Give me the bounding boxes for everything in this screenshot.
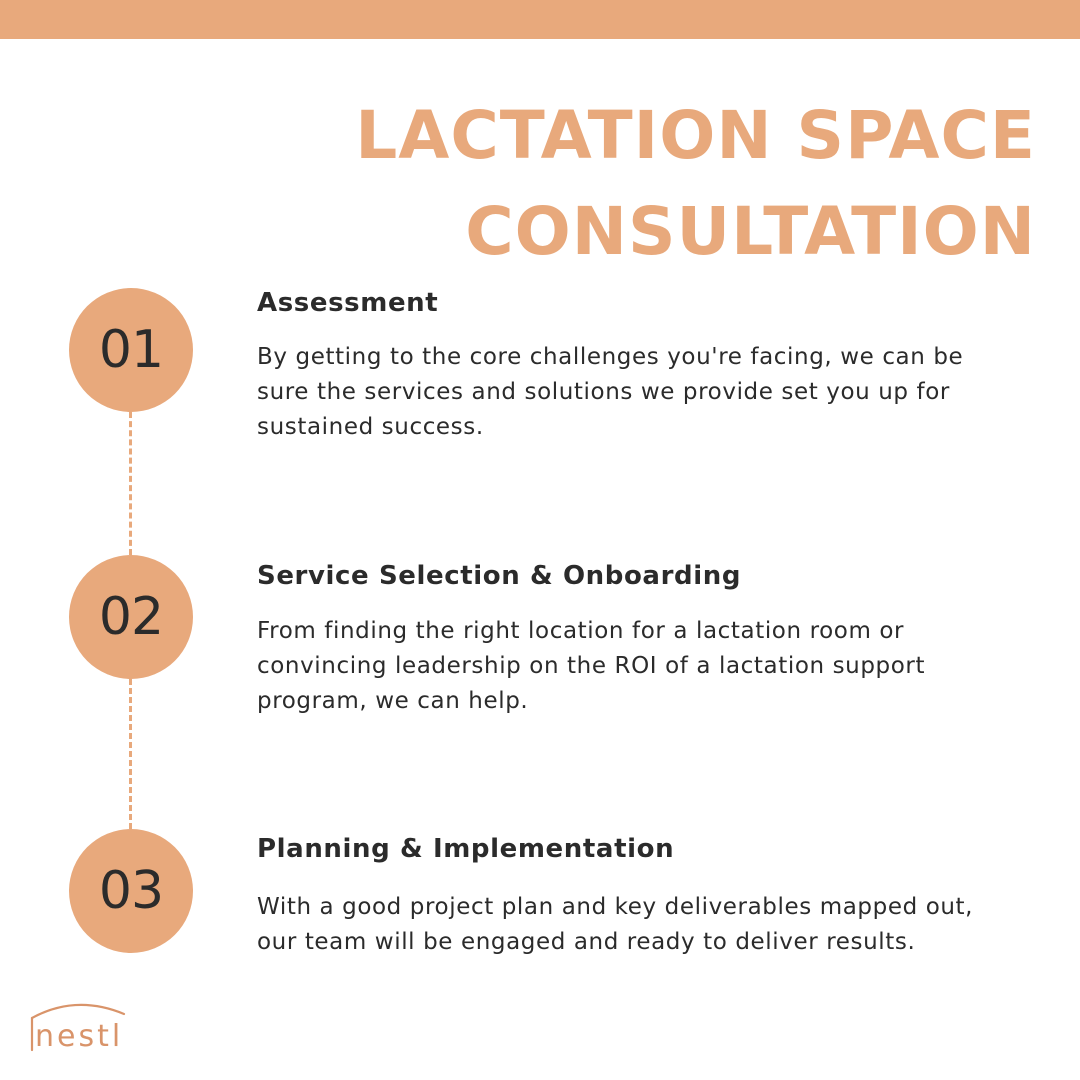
- step-description-line: From finding the right location for a lactation room or: [257, 618, 905, 644]
- step-description-line: By getting to the core challenges you're facing, we can be: [257, 344, 964, 370]
- step-number-badge-02: 02: [69, 555, 193, 679]
- step-heading-service-selection: Service Selection & Onboarding: [257, 561, 742, 591]
- step-description-assessment: [257, 340, 1037, 445]
- top-accent-bar: [0, 0, 1080, 39]
- logo-wordmark: nestl: [35, 1019, 124, 1054]
- page-title: [355, 88, 1036, 280]
- nestl-logo: [28, 996, 132, 1054]
- step-description-planning: [257, 890, 1037, 960]
- step-description-service-selection: [257, 614, 1037, 719]
- step-description-line: sure the services and solutions we provide set you up for: [257, 379, 950, 405]
- step-description-line: our team will be engaged and ready to deliver results.: [257, 929, 916, 955]
- step-heading-planning: Planning & Implementation: [257, 834, 675, 864]
- step-description-line: convincing leadership on the ROI of a lactation support: [257, 653, 926, 679]
- step-connector-1-2: [129, 412, 132, 555]
- step-heading-assessment: Assessment: [257, 288, 439, 318]
- step-description-line: sustained success.: [257, 414, 484, 440]
- step-description-line: program, we can help.: [257, 688, 529, 714]
- step-number-badge-01: 01: [69, 288, 193, 412]
- title-line-2: CONSULTATION: [465, 193, 1036, 270]
- step-description-line: With a good project plan and key deliverables mapped out,: [257, 894, 974, 920]
- step-connector-2-3: [129, 679, 132, 829]
- step-number-badge-03: 03: [69, 829, 193, 953]
- title-line-1: LACTATION SPACE: [355, 97, 1036, 174]
- roof-arc-icon: [32, 1005, 124, 1018]
